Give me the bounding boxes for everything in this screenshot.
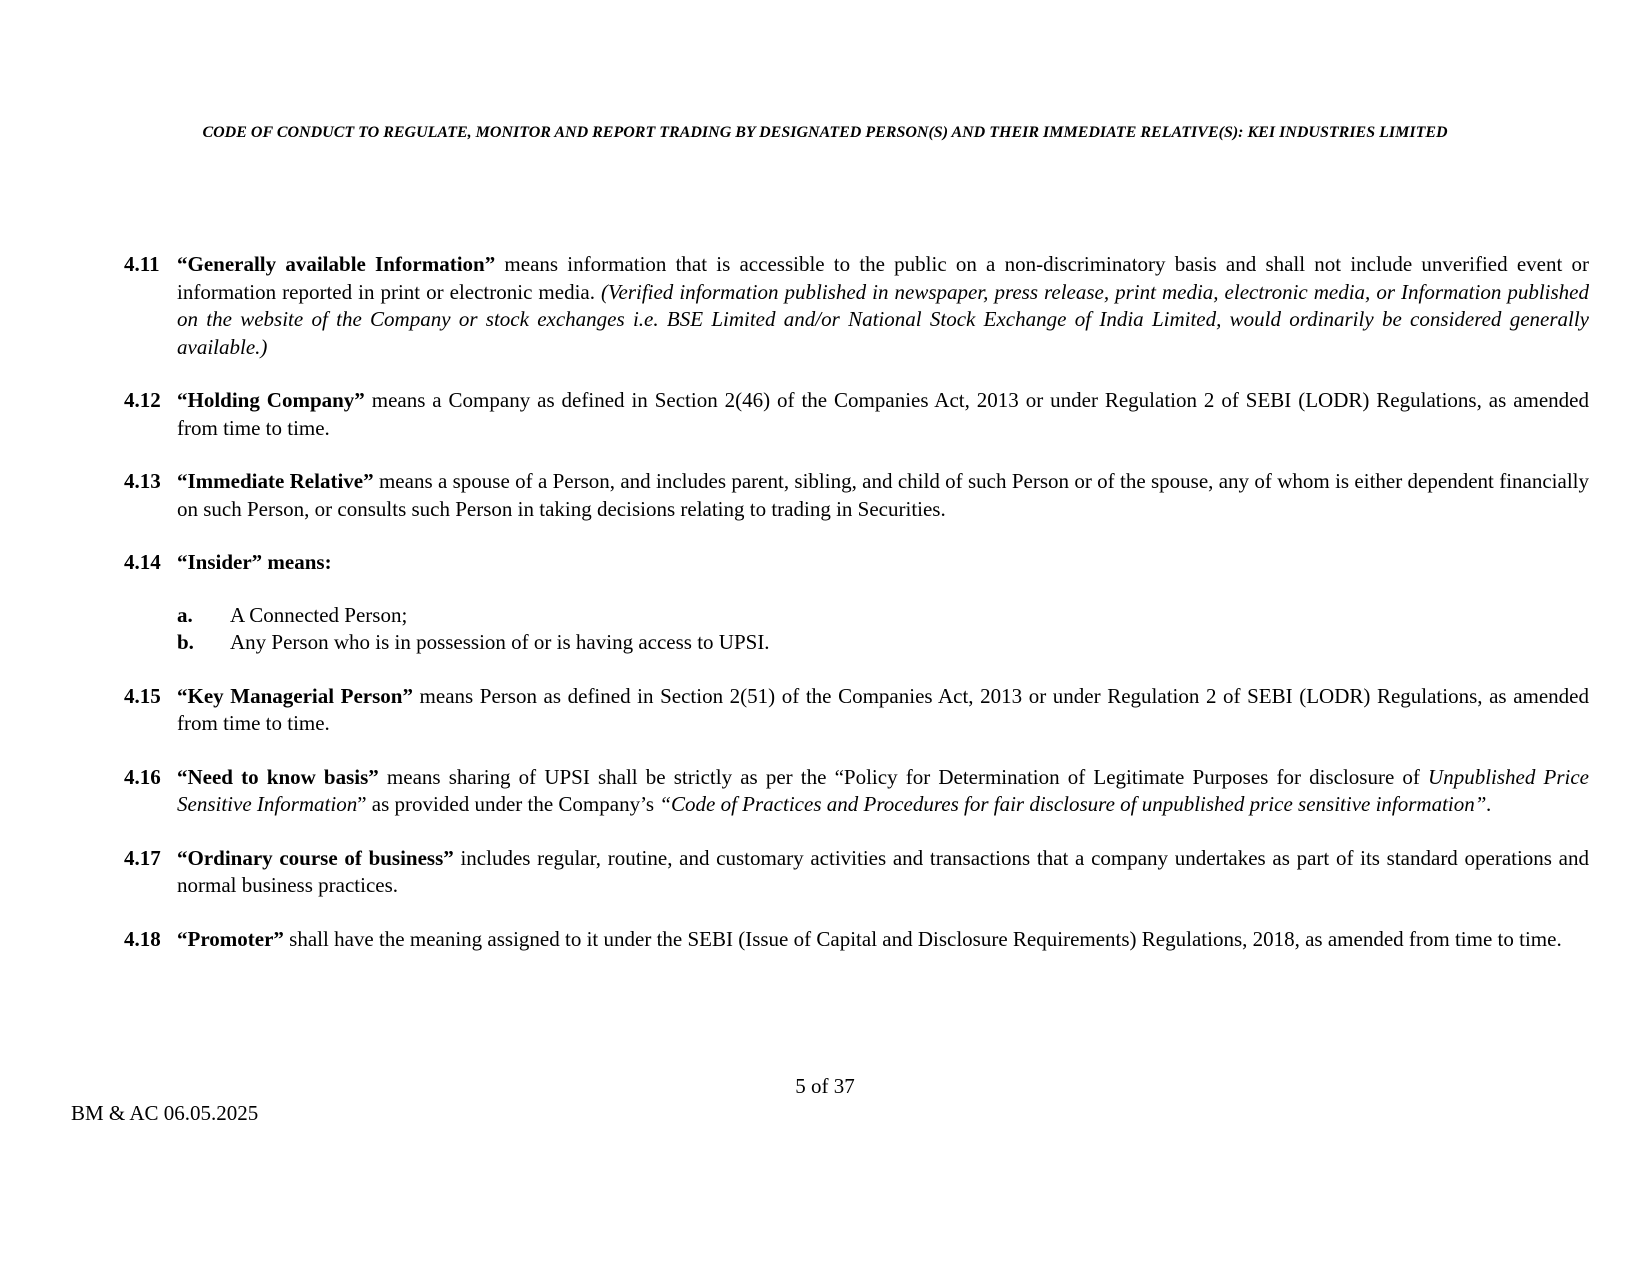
insider-sublist (177, 602, 1589, 657)
clause-number: 4.15 (124, 683, 161, 708)
document-header: CODE OF CONDUCT TO REGULATE, MONITOR AND REPORT TRADING BY DESIGNATED PERSON(S) AND THEIR IMMEDIATE RELATIVE(S): KEI INDUSTRIES LIMITED (202, 124, 1448, 141)
clause-4-15 (124, 683, 1589, 738)
list-item (177, 602, 1589, 630)
defined-term: “Holding Company” (177, 388, 365, 412)
defined-term: “Ordinary course of business” (177, 845, 454, 870)
defined-term: “Insider” means: (177, 550, 332, 574)
definition-text: includes regular, routine, and customary activities and transactions that a company undertakes as part of its standard operations and normal business practices. (177, 845, 1589, 897)
list-item-text: Any Person who is in possession of or is having access to UPSI. (230, 630, 770, 654)
clause-number: 4.18 (124, 926, 161, 951)
clause-4-14 (124, 549, 1589, 577)
clause-4-18 (124, 926, 1589, 954)
list-item-label: b. (177, 630, 194, 654)
clause-number: 4.12 (124, 388, 161, 412)
clause-4-13 (124, 468, 1589, 523)
defined-term: “Generally available Information” (177, 252, 496, 276)
clause-4-12 (124, 387, 1589, 442)
definition-italic-title: “Code of Practices and Procedures for fair disclosure of unpublished price sensitive information”. (659, 792, 1492, 816)
definition-text: shall have the meaning assigned to it under the SEBI (Issue of Capital and Disclosure Requirements) Regulations, 2018, as amended from time to time. (283, 926, 1562, 951)
definition-text: means information that is accessible to the public on a non-discriminatory basis and shall not include unverified event or information reported in print or electronic media. (177, 252, 1589, 304)
definition-note: (Verified information published in newspaper, press release, print media, electronic media, or Information published on the website of the Company or stock exchanges i.e. BSE Limited and/or National Stock Exchange of India Limited, would ordinarily be considered generally available.) (177, 279, 1590, 359)
footer-reference: BM & AC 06.05.2025 (71, 1101, 259, 1125)
defined-term: “Immediate Relative” (177, 469, 374, 493)
definition-italic: Unpublished Price Sensitive Information (177, 764, 1589, 816)
document-body (124, 251, 1589, 979)
clause-number: 4.14 (124, 550, 161, 574)
clause-number: 4.17 (124, 845, 161, 870)
defined-term: “Key Managerial Person” (177, 683, 413, 708)
definition-text: means Person as defined in Section 2(51) of the Companies Act, 2013 or under Regulation 2 of SEBI (LODR) Regulations, as amended from time to time. (177, 683, 1589, 735)
clause-number: 4.13 (124, 469, 161, 493)
list-item-text: A Connected Person; (230, 602, 408, 627)
clause-4-16 (124, 764, 1589, 819)
clause-number: 4.11 (124, 252, 160, 276)
definition-text: means a Company as defined in Section 2(46) of the Companies Act, 2013 or under Regulation 2 of SEBI (LODR) Regulations, as amended from time to time. (177, 388, 1589, 440)
list-item (177, 629, 1589, 657)
clause-4-17 (124, 845, 1589, 900)
definition-text: means a spouse of a Person, and includes parent, sibling, and child of such Person or of the spouse, any of whom is either dependent financially on such Person, or consults such Person in taking decisions relating to trading in Securities. (177, 469, 1589, 521)
clause-4-11 (124, 251, 1589, 361)
defined-term: “Promoter” (177, 926, 284, 951)
defined-term: “Need to know basis” (177, 764, 379, 789)
definition-text: means sharing of UPSI shall be strictly as per the “Policy for Determination of Legitimate Purposes for disclosure of (378, 764, 1429, 789)
definition-text-cont: ” as provided under the Company’s (357, 792, 660, 816)
clause-number: 4.16 (124, 764, 161, 789)
page-number: 5 of 37 (795, 1074, 855, 1098)
list-item-label: a. (177, 602, 193, 627)
